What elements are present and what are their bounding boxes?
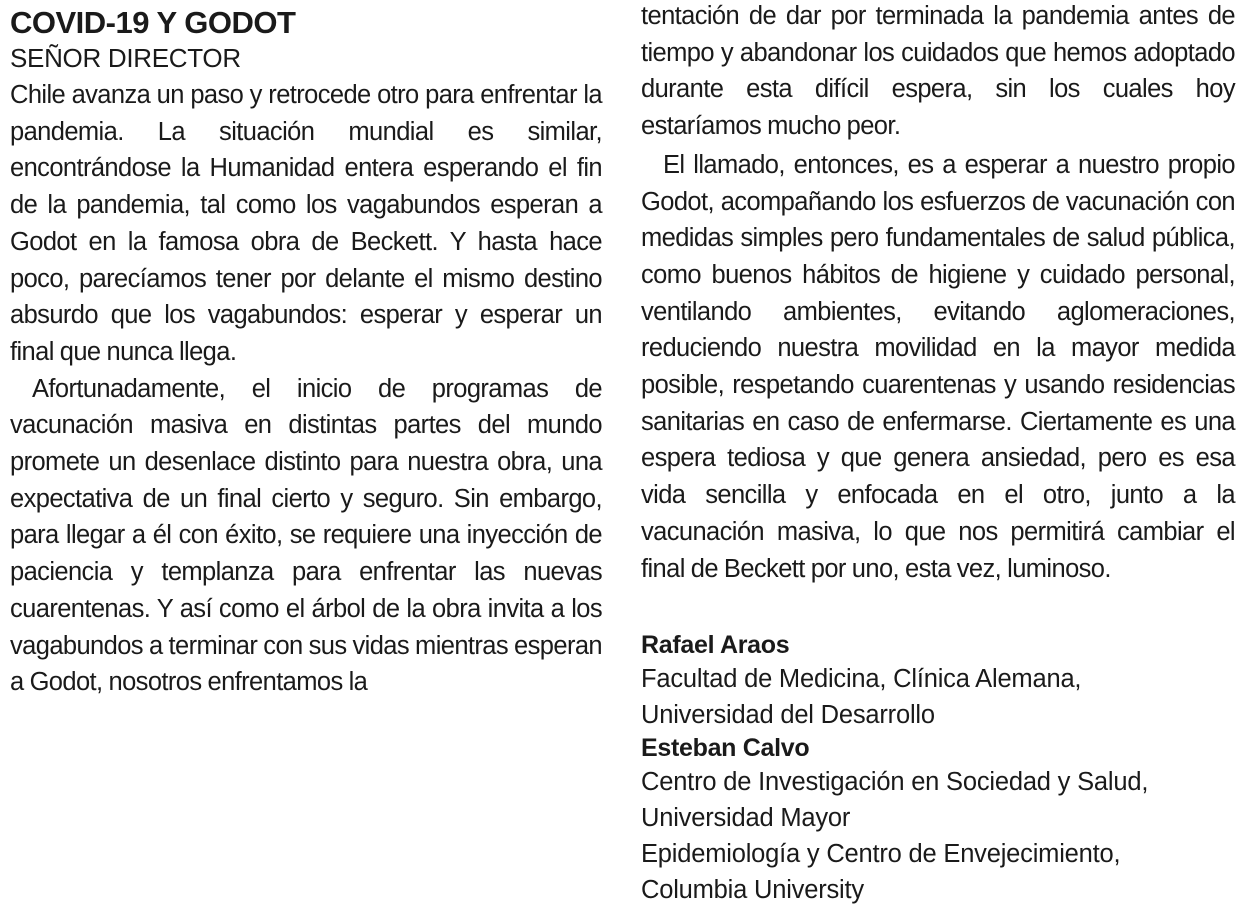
signature-name: Esteban Calvo [641, 734, 810, 763]
signature-name: Rafael Araos [641, 631, 790, 660]
signature-affiliation: Facultad de Medicina, Clínica Alemana, [641, 665, 1082, 694]
left-column [10, 0, 602, 701]
signatures [641, 630, 1235, 908]
signature-affiliation: Centro de Investigación en Sociedad y Salud, [641, 768, 1149, 797]
headline: COVID-19 Y GODOT [10, 5, 296, 40]
paragraph-4: El llamado, entonces, es a esperar a nuestro propio Godot, acompañando los esfuerzos de vacunación con medidas simples pero fundamentales de salud pública, como buenos hábitos de higiene y cuidado personal, ventilando ambientes, evitando aglomeraciones, reduciendo nuestra movilidad en la mayor medida posible, respetando cuarentenas y usando residencias sanitarias en caso de enfermarse. Ciertamente es una espera tediosa y que genera ansiedad, pero es esa vida sencilla y enfocada en el otro, junto a la vacunación masiva, lo que nos permitirá cambiar el final de Beckett por uno, esta vez, luminoso. [641, 150, 1235, 583]
kicker: SEÑOR DIRECTOR [10, 43, 241, 73]
signature-affiliation: Universidad del Desarrollo [641, 701, 935, 730]
signature-block-1 [641, 630, 1235, 733]
paragraph-2: Afortunadamente, el inicio de programas de vacunación masiva en distintas partes del mundo promete un desenlace distinto para nuestra obra, una expectativa de un final cierto y seguro. Sin embargo, para llegar a él con éxito, se requiere una inyección de paciencia y templanza para enfrentar las nuevas cuarentenas. Y así como el árbol de la obra invita a los vagabundos a terminar con sus vidas mientras esperan a Godot, nosotros enfrentamos la [10, 374, 602, 697]
signature-affiliation: Columbia University [641, 876, 864, 905]
signature-block-2 [641, 733, 1235, 908]
signature-affiliation: Epidemiología y Centro de Envejecimiento, [641, 840, 1121, 869]
signature-affiliation: Universidad Mayor [641, 804, 851, 833]
paragraph-3: tentación de dar por terminada la pandemia antes de tiempo y abandonar los cuidados que hemos adoptado durante esta difícil espera, sin los cuales hoy estaríamos mucho peor. [641, 2, 1235, 141]
right-column [641, 0, 1235, 908]
paragraph-1: Chile avanza un paso y retrocede otro para enfrentar la pandemia. La situación mundial es similar, encontrándose la Humanidad entera esperando el fin de la pandemia, tal como los vagabundos esperan a Godot en la famosa obra de Beckett. Y hasta hace poco, parecíamos tener por delante el mismo destino absurdo que los vagabundos: esperar y esperar un final que nunca llega. [10, 81, 602, 366]
